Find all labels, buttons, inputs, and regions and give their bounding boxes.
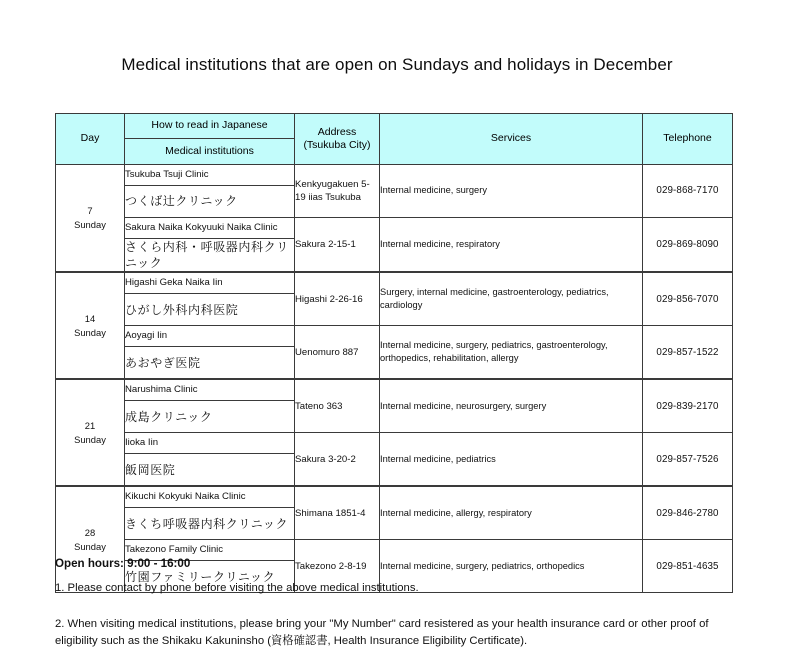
cell-address: Takezono 2-8-19: [295, 540, 380, 593]
cell-institution-name-japanese: つくば辻クリニック: [125, 186, 295, 218]
note-2-text: 2. When visiting medical institutions, please bring your "My Number" card resistered as your health insurance card or other proof of eligibility such as the Shikaku Kakuninsho (資格確認書, Health Insurance Eligibility Certificate).: [55, 618, 709, 647]
day-name: Sunday: [74, 219, 106, 231]
cell-institution-name-english: Higashi Geka Naika Iin: [125, 272, 295, 294]
page-title: Medical institutions that are open on Sundays and holidays in December: [121, 55, 673, 74]
cell-services: Internal medicine, respiratory: [380, 218, 643, 273]
cell-institution-name-english: Narushima Clinic: [125, 379, 295, 401]
cell-telephone: 029-869-8090: [643, 218, 733, 273]
table-row: [56, 326, 733, 347]
day-number: 7: [87, 205, 93, 217]
cell-address: Tateno 363: [295, 379, 380, 433]
column-header-address-line1: Address: [317, 125, 357, 138]
cell-institution-name-english: Tsukuba Tsuji Clinic: [125, 165, 295, 186]
table-row: [56, 379, 733, 401]
cell-services: Internal medicine, neurosurgery, surgery: [380, 379, 643, 433]
table-row: [56, 272, 733, 294]
cell-institution-name-english: Takezono Family Clinic: [125, 540, 295, 561]
day-number: 28: [84, 526, 96, 538]
cell-telephone: 029-868-7170: [643, 165, 733, 218]
cell-institution-name-japanese: あおやぎ医院: [125, 347, 295, 380]
cell-telephone: 029-856-7070: [643, 272, 733, 326]
day-name: Sunday: [74, 540, 106, 552]
table-header: [56, 114, 733, 165]
column-header-address: [295, 114, 380, 165]
cell-services: Surgery, internal medicine, gastroenterology, pediatrics, cardiology: [380, 272, 643, 326]
cell-address: Higashi 2-26-16: [295, 272, 380, 326]
cell-day: [56, 379, 125, 486]
cell-institution-name-english: Aoyagi Iin: [125, 326, 295, 347]
table-row: [56, 165, 733, 186]
cell-institution-name-japanese: さくら内科・呼吸器内科クリニック: [125, 239, 295, 273]
cell-address: Sakura 3-20-2: [295, 433, 380, 487]
cell-institution-name-english: Kikuchi Kokyuki Naika Clinic: [125, 486, 295, 508]
table-row: [56, 433, 733, 454]
column-header-medical-institutions: Medical institutions: [125, 139, 295, 165]
cell-institution-name-japanese: 飯岡医院: [125, 454, 295, 487]
table-body: [56, 165, 733, 593]
open-hours-text: Open hours: 9:00 - 16:00: [55, 557, 191, 570]
column-header-telephone: Telephone: [643, 114, 733, 165]
cell-institution-name-japanese: 竹園ファミリークリニック: [125, 561, 295, 593]
cell-institution-name-english: Sakura Naika Kokyuuki Naika Clinic: [125, 218, 295, 239]
day-name: Sunday: [74, 326, 106, 338]
column-header-day: Day: [56, 114, 125, 165]
day-name: Sunday: [74, 433, 106, 445]
cell-institution-name-english: Iioka Iin: [125, 433, 295, 454]
table-row: [56, 486, 733, 508]
day-number: 14: [84, 312, 96, 324]
column-header-services: Services: [380, 114, 643, 165]
medical-institutions-table: [55, 113, 733, 593]
cell-services: Internal medicine, surgery: [380, 165, 643, 218]
cell-address: Uenomuro 887: [295, 326, 380, 380]
cell-services: Internal medicine, surgery, pediatrics, orthopedics: [380, 540, 643, 593]
cell-services: Internal medicine, allergy, respiratory: [380, 486, 643, 540]
cell-address: Sakura 2-15-1: [295, 218, 380, 273]
note-1-text: 1. Please contact by phone before visiting the above medical institutions.: [55, 581, 419, 594]
cell-services: Internal medicine, pediatrics: [380, 433, 643, 487]
cell-address: Kenkyugakuen 5-19 iias Tsukuba: [295, 165, 380, 218]
table-header-row-1: [56, 114, 733, 139]
cell-telephone: 029-857-1522: [643, 326, 733, 380]
cell-telephone: 029-839-2170: [643, 379, 733, 433]
cell-day: [56, 165, 125, 273]
footer-notes: [55, 556, 745, 649]
column-header-address-line2: (Tsukuba City): [303, 139, 371, 151]
column-header-how-to-read: How to read in Japanese: [125, 114, 295, 139]
cell-telephone: 029-857-7526: [643, 433, 733, 487]
cell-services: Internal medicine, surgery, pediatrics, gastroenterology, orthopedics, rehabilitation, allergy: [380, 326, 643, 380]
cell-institution-name-japanese: ひがし外科内科医院: [125, 294, 295, 326]
cell-institution-name-japanese: 成島クリニック: [125, 401, 295, 433]
table-row: [56, 218, 733, 239]
cell-address: Shimana 1851-4: [295, 486, 380, 540]
cell-institution-name-japanese: きくち呼吸器内科クリニック: [125, 508, 295, 540]
cell-telephone: 029-846-2780: [643, 486, 733, 540]
cell-day: [56, 272, 125, 379]
cell-telephone: 029-851-4635: [643, 540, 733, 593]
day-number: 21: [84, 419, 96, 431]
